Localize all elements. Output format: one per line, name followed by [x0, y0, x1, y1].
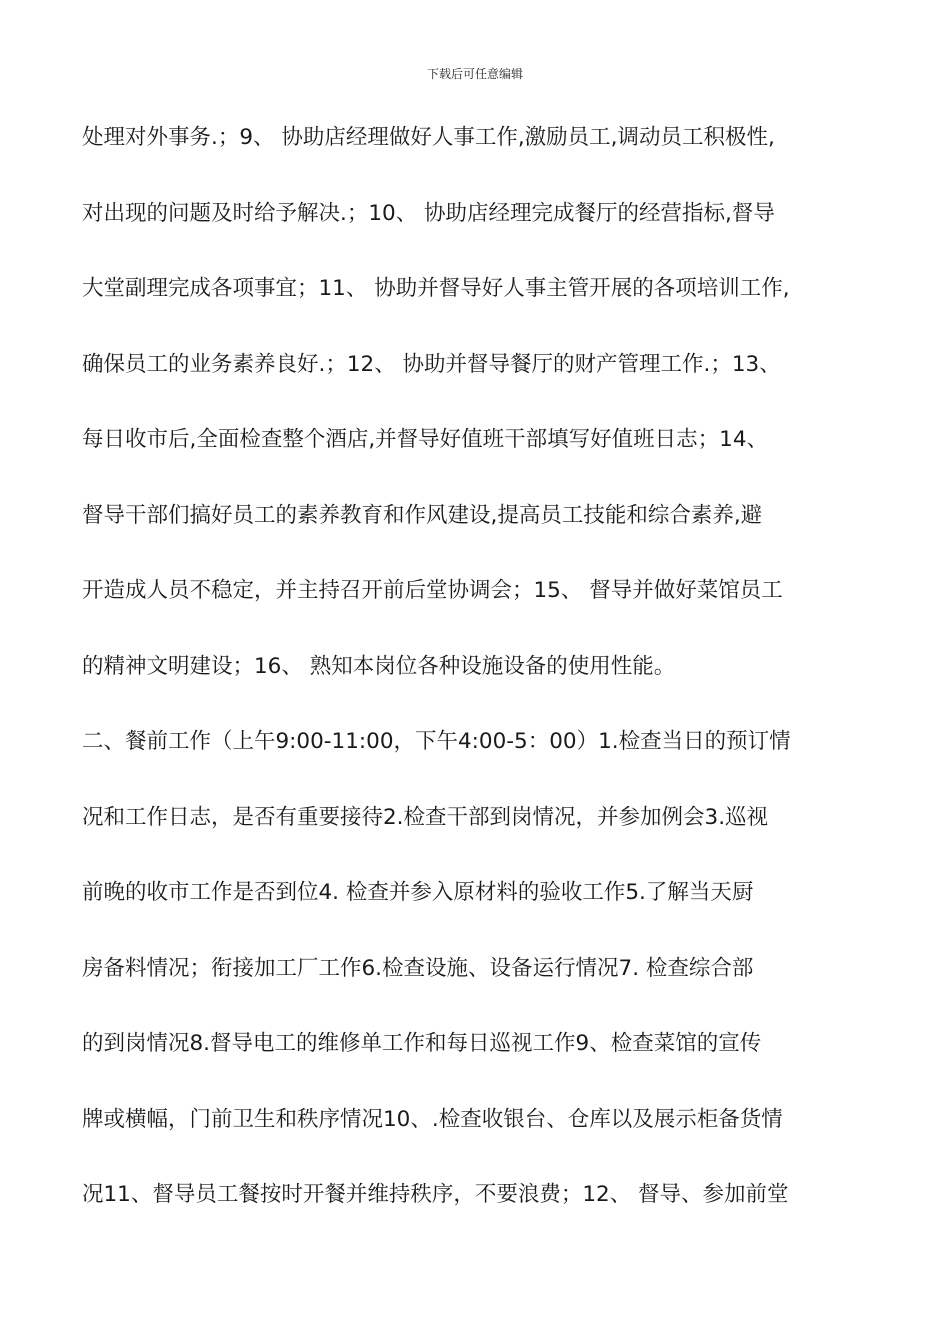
- text-line: 对出现的问题及时给予解决.；10、 协助店经理完成餐厅的经营指标,督导: [82, 200, 775, 226]
- text-line: 前晚的收市工作是否到位4. 检查并参入原材料的验收工作5.了解当天厨: [82, 880, 754, 905]
- text-line: 每日收市后,全面检查整个酒店,并督导好值班干部填写好值班日志；14、: [82, 427, 769, 452]
- document-body: [82, 116, 882, 1249]
- text-line: 牌或横幅，门前卫生和秩序情况10、.检查收银台、仓库以及展示柜备货情: [82, 1106, 783, 1132]
- text-line: 二、餐前工作（上午9:00-11:00，下午4:00-5：00）1.检查当日的预订情: [82, 729, 791, 754]
- page-header-note: 下载后可任意编辑: [426, 67, 523, 81]
- text-line: 房备料情况；衔接加工厂工作6.检查设施、设备运行情况7. 检查综合部: [82, 955, 754, 981]
- text-line: 况11、督导员工餐按时开餐并维持秩序，不要浪费；12、 督导、参加前堂: [82, 1182, 789, 1207]
- text-line: 的到岗情况8.督导电工的维修单工作和每日巡视工作9、检查菜馆的宣传: [82, 1031, 762, 1056]
- text-line: 开造成人员不稳定，并主持召开前后堂协调会；15、 督导并做好菜馆员工: [82, 578, 783, 603]
- text-line: 的精神文明建设；16、 熟知本岗位各种设施设备的使用性能。: [82, 653, 676, 679]
- text-line: 处理对外事务.；9、 协助店经理做好人事工作,激励员工,调动员工积极性,: [82, 125, 775, 150]
- text-line: 况和工作日志，是否有重要接待2.检查干部到岗情况，并参加例会3.巡视: [82, 804, 769, 830]
- text-line: 确保员工的业务素养良好.；12、 协助并督导餐厅的财产管理工作.；13、: [82, 351, 781, 377]
- text-line: 大堂副理完成各项事宜；11、 协助并督导好人事主管开展的各项培训工作,: [82, 276, 790, 301]
- text-line: 督导干部们搞好员工的素养教育和作风建设,提高员工技能和综合素养,避: [82, 502, 763, 528]
